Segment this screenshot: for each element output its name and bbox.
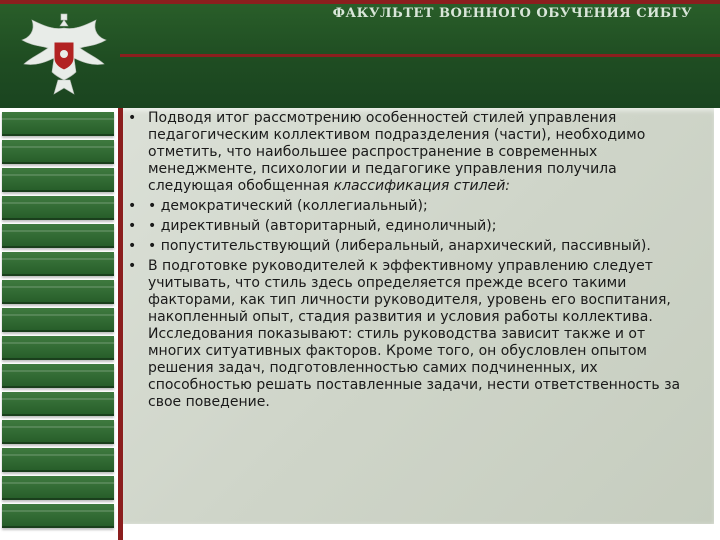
paragraph-text: • директивный (авторитарный, единоличный); — [148, 218, 497, 234]
decor-bar — [2, 168, 114, 192]
decor-bar — [2, 392, 114, 416]
decor-bar — [2, 196, 114, 220]
list-item — [128, 110, 688, 195]
panel-red-edge — [118, 108, 123, 540]
list-item — [128, 238, 688, 255]
paragraph-text: • демократический (коллегиальный); — [148, 198, 428, 214]
content-list — [128, 110, 688, 414]
faculty-title: ФАКУЛЬТЕТ ВОЕННОГО ОБУЧЕНИЯ СИБГУ — [332, 6, 692, 21]
decor-bar — [2, 336, 114, 360]
header-red-stripe — [0, 0, 720, 4]
decor-bar — [2, 448, 114, 472]
paragraph-text: В подготовке руководителей к эффективному управлению следует учитывать, что стиль здесь определяется прежде всего такими факторами, как тип личности руководителя, уровень его воспитания, накопленный опыт, стадия развития и условия работы коллектива. Исследования показывают: стиль руководства зависит также и от многих ситуативных факторов. Кроме того, он обусловлен опытом решения задач, подготовленностью самих подчиненных, их способностью решать поставленные задачи, нести ответственность за свое поведение. — [148, 258, 681, 410]
decor-bar — [2, 476, 114, 500]
decor-bar — [2, 140, 114, 164]
header-divider-line — [120, 54, 720, 57]
italic-phrase: классификация стилей: — [333, 178, 511, 194]
decor-bar — [2, 420, 114, 444]
list-item — [128, 258, 688, 411]
decor-bar — [2, 308, 114, 332]
paragraph-text: • попустительствующий (либеральный, анархический, пассивный). — [148, 238, 651, 254]
double-headed-eagle-emblem-icon — [14, 6, 114, 102]
list-item — [128, 218, 688, 235]
decor-bar — [2, 280, 114, 304]
list-item — [128, 198, 688, 215]
decor-bar — [2, 224, 114, 248]
left-decorative-bars — [0, 108, 118, 540]
paragraph-text: Подводя итог рассмотрению особенностей стилей управления педагогическим коллективом подразделения (части), необходимо отметить, что наибольшее распространение в современных менеджменте, психологии и педагогике управления получила следующая обобщенная — [148, 110, 646, 194]
decor-bar — [2, 112, 114, 136]
decor-bar — [2, 252, 114, 276]
decor-bar — [2, 504, 114, 528]
decor-bar — [2, 364, 114, 388]
